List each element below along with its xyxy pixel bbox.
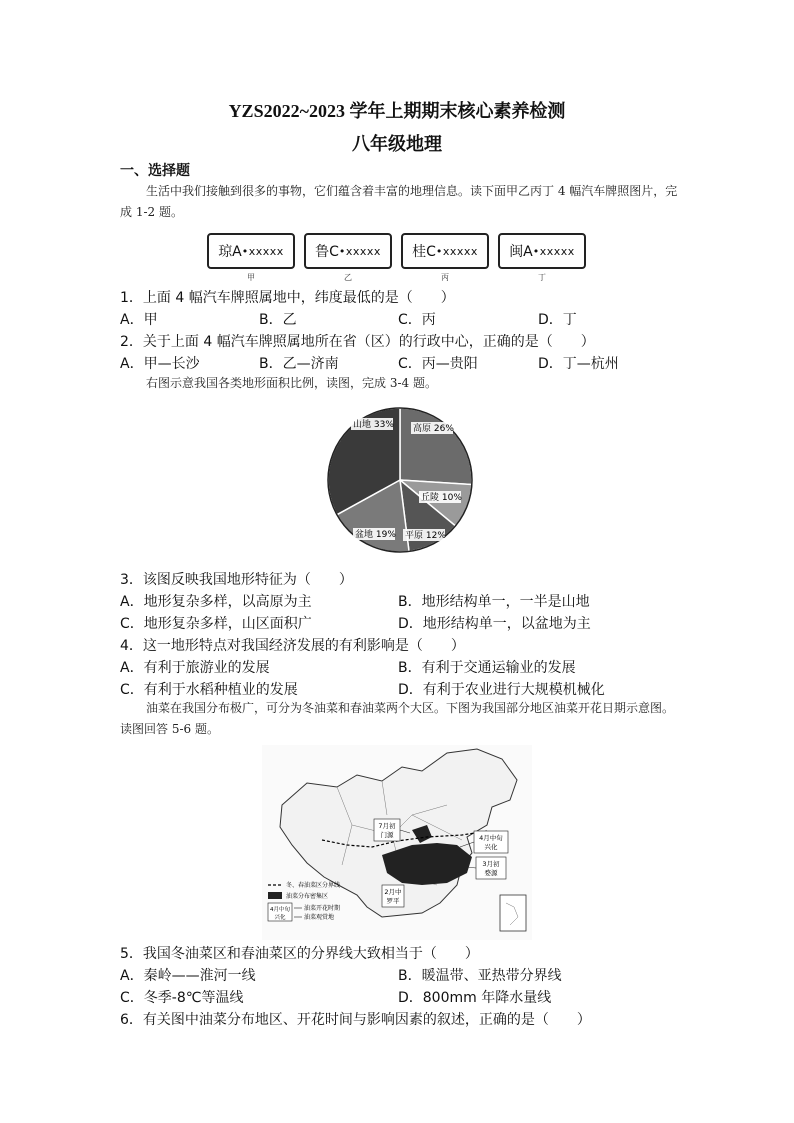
q5-option-c[interactable]: C．冬季-8℃等温线	[120, 990, 244, 1006]
legend-boundary: 冬、春油菜区分界线	[286, 882, 341, 889]
plate-prefix: 闽A	[509, 244, 533, 260]
q2-option-b[interactable]: B．乙—济南	[259, 356, 339, 372]
plate-mask: •xxxxx	[532, 244, 575, 258]
plate-jia	[207, 233, 295, 269]
pie-label: 山地 33%	[353, 420, 394, 430]
section-heading: 一、选择题	[120, 163, 190, 179]
q2-option-c[interactable]: C．丙—贵阳	[398, 356, 478, 372]
q4-option-c[interactable]: C．有利于水稻种植业的发展	[120, 682, 298, 698]
question-4: 4．这一地形特点对我国经济发展的有利影响是（ ）	[120, 638, 465, 654]
q5-option-b[interactable]: B．暖温带、亚热带分界线	[398, 968, 562, 984]
callout-menyuan-place: 门源	[380, 831, 394, 839]
plate-yi	[304, 233, 392, 269]
q3-option-a[interactable]: A．地形复杂多样，以高原为主	[120, 594, 312, 610]
plate-label: 甲	[247, 273, 255, 282]
q5-option-a[interactable]: A．秦岭——淮河一线	[120, 968, 256, 984]
plate-ding	[498, 233, 586, 269]
question-5: 5．我国冬油菜区和春油菜区的分界线大致相当于（ ）	[120, 946, 479, 962]
terrain-pie-chart	[325, 405, 475, 555]
question-6: 6．有关图中油菜分布地区、开花时间与影响因素的叙述，正确的是（ ）	[120, 1012, 591, 1028]
q1-option-d[interactable]: D．丁	[538, 312, 577, 328]
question-1: 1．上面 4 幅汽车牌照属地中，纬度最低的是（ ）	[120, 290, 455, 306]
q1-option-a[interactable]: A．甲	[120, 312, 158, 328]
legend-bloom: 油菜开花时期	[304, 905, 341, 912]
legend-sample-place: 兴化	[274, 915, 286, 921]
q1-option-c[interactable]: C．丙	[398, 312, 436, 328]
q5-option-d[interactable]: D．800mm 年降水量线	[398, 990, 552, 1006]
legend-dense: 油菜分布密集区	[286, 893, 329, 900]
plate-mask: •xxxxx	[338, 244, 381, 258]
plate-label: 丙	[441, 273, 449, 282]
rapeseed-map	[262, 745, 532, 940]
pie-label: 丘陵 10%	[421, 493, 462, 503]
callout-xinghua-date: 4月中旬	[479, 834, 503, 842]
legend-sample-date: 4月中旬	[270, 907, 290, 913]
plate-label: 乙	[344, 273, 352, 282]
callout-luoping-place: 罗平	[386, 897, 400, 905]
pie-label: 平原 12%	[405, 531, 446, 541]
intro-rapeseed: 油菜在我国分布极广，可分为冬油菜和春油菜两个大区。下图为我国部分地区油菜开花日期示意图。读图回答 5-6 题。	[120, 701, 675, 736]
rapeseed-map-figure	[262, 745, 532, 940]
pie-label: 高原 26%	[413, 424, 454, 434]
plate-mask: •xxxxx	[435, 244, 478, 258]
exam-title: YZS2022~2023 学年上期期末核心素养检测	[228, 101, 566, 121]
plate-prefix: 桂C	[412, 244, 436, 260]
intro-terrain: 右图示意我国各类地形面积比例，读图，完成 3-4 题。	[146, 376, 437, 390]
q1-option-b[interactable]: B．乙	[259, 312, 297, 328]
callout-luoping-date: 2月中	[384, 888, 402, 896]
question-2: 2．关于上面 4 幅汽车牌照属地所在省（区）的行政中心，正确的是（ ）	[120, 334, 595, 350]
pie-slice	[400, 408, 472, 485]
terrain-pie-figure	[325, 405, 475, 555]
callout-xinghua-place: 兴化	[484, 843, 498, 851]
plate-prefix: 琼A	[218, 244, 242, 260]
exam-subject: 八年级地理	[352, 134, 442, 155]
q3-option-c[interactable]: C．地形复杂多样，山区面积广	[120, 616, 312, 632]
plate-prefix: 鲁C	[315, 244, 339, 260]
q2-option-a[interactable]: A．甲—长沙	[120, 356, 200, 372]
intro-plates: 生活中我们接触到很多的事物，它们蕴含着丰富的地理信息。读下面甲乙丙丁 4 幅汽车牌照图片，完成 1-2 题。	[120, 184, 678, 219]
plate-label: 丁	[538, 273, 546, 282]
callout-menyuan-date: 7月初	[378, 822, 396, 830]
q4-option-a[interactable]: A．有利于旅游业的发展	[120, 660, 270, 676]
plate-mask: •xxxxx	[241, 244, 284, 258]
q3-option-b[interactable]: B．地形结构单一，一半是山地	[398, 594, 590, 610]
callout-wuyuan-place: 婺源	[484, 869, 498, 877]
license-plates	[207, 233, 587, 283]
q3-option-d[interactable]: D．地形结构单一，以盆地为主	[398, 616, 591, 632]
q2-option-d[interactable]: D．丁—杭州	[538, 356, 619, 372]
pie-label: 盆地 19%	[355, 530, 396, 540]
plate-bing	[401, 233, 489, 269]
q4-option-d[interactable]: D．有利于农业进行大规模机械化	[398, 682, 605, 698]
q4-option-b[interactable]: B．有利于交通运输业的发展	[398, 660, 576, 676]
callout-wuyuan-date: 3月初	[482, 860, 500, 868]
legend-site: 油菜观赏地	[304, 914, 335, 921]
question-3: 3．该图反映我国地形特征为（ ）	[120, 572, 353, 588]
